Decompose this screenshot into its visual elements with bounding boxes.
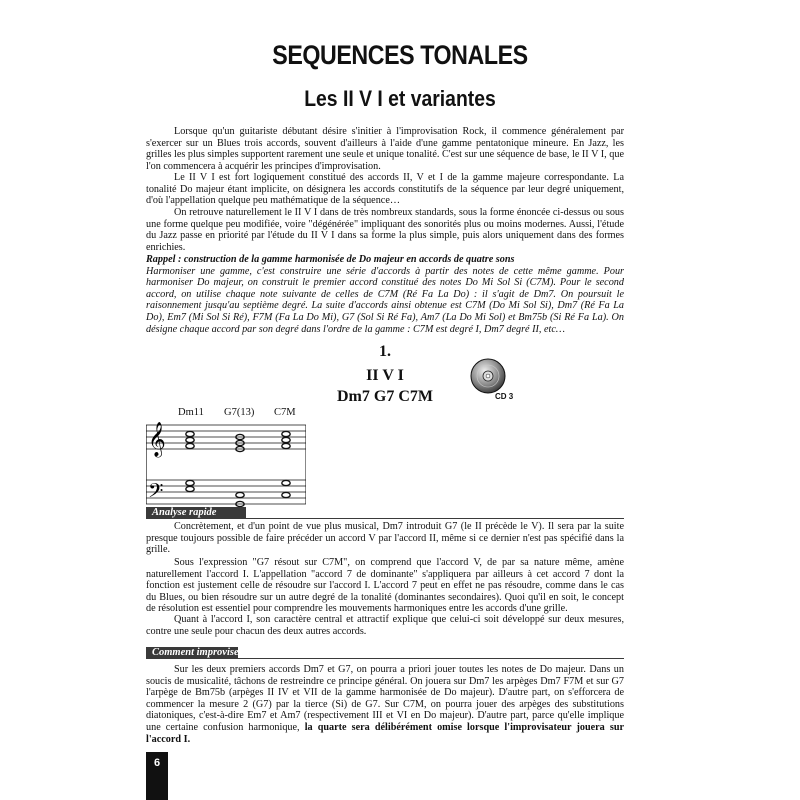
bass-clef-icon: 𝄢 [148, 479, 164, 507]
improviser-paragraph-1 [146, 664, 624, 745]
chord-label-2: G7(13) [224, 407, 255, 418]
analyse-paragraph-1: Concrètement, et d'un point de vue plus musical, Dm7 introduit G7 (le II précède le V). Il sera par la suite presque toujours possible de faire précéder un accord V par l'accord II, même si ce dernier n'est pas spécifié dans la grille. [146, 521, 624, 556]
treble-clef-icon: 𝄞 [148, 422, 166, 457]
analyse-paragraph-2: Sous l'expression "G7 résout sur C7M", on comprend que l'accord V, de par sa nature même, amène naturellement l'accord I. L'appellation "accord 7 de dominante" s'appliquera par ailleurs à cet accord 7 dont la fonction est justement celle de résoudre sur l'accord I. L'accord 7 peut en effet ne pas résoudre, comme dans le cas du Blues, ou bien résoudre sur un autre degré de la tonalité (dominantes secondaires). Quoi qu'il en soit, le concept de résolution est essentiel pour comprendre les mouvements harmoniques entre les accords d'une grille. [146, 557, 624, 615]
section-number: 1. [379, 343, 391, 360]
page-title: SEQUENCES TONALES [272, 40, 528, 70]
improviser-emphasis: la quarte sera délibérément omise lorsque l'improvisateur jouera sur l'accord I. [146, 721, 625, 745]
treble-chords [186, 431, 290, 451]
analyse-header-label: Analyse rapide [152, 507, 217, 518]
intro-paragraph-3: On retrouve naturellement le II V I dans de très nombreux standards, sous la forme énoncée ci-dessus ou sous une forme quelque peu modifiée, voire "dégénérée" impliquant des sonorités plus ou moins modernes. Aussi, l'étude du Jazz passe en priorité par l'étude du II V I dans sa forme la plus simple, puis alors uniquement dans des formes enrichies. [146, 207, 624, 253]
sequence-name: II V I [366, 367, 404, 384]
improviser-header-label: Comment improviser [152, 647, 243, 658]
chord-label-3: C7M [274, 407, 296, 418]
cd-track-label: CD 3 [495, 392, 514, 401]
intro-paragraph-2: Le II V I est fort logiquement constitué des accords II, V et I de la gamme majeure correspondante. La tonalité Do majeur étant implicite, on désignera les accords constitutifs de la séquence par leur degré uniquement, d'où l'appellation quelque peu mathématique de la séquence… [146, 172, 624, 207]
intro-paragraph-1: Lorsque qu'un guitariste débutant désire s'initier à l'improvisation Rock, il commence généralement par s'exercer sur un Blues trois accords, souvent d'ailleurs à l'aide d'une gamme pentatonique mineure. En Jazz, les grilles les plus simples supportent rarement une seule et unique tonalité. C'est sur une séquence de base, le II V I, que l'on commencera à acquérir les principes d'improvisation. [146, 126, 624, 172]
rappel-body: Harmoniser une gamme, c'est construire une série d'accords à partir des notes de cette même gamme. Pour harmoniser Do majeur, on construit le premier accord constitué des notes Do Mi Sol Si (C7M). Pour le second accord, on utilise chaque note suivante de celles de C7M (Ré Fa La Do) : il s'agit de Dm7. On poursuit le raisonnement jusqu'au septième degré. La suite d'accords ainsi obtenue est C7M (Do Mi Sol Si), Dm7 (Ré Fa La Do), Em7 (Mi Sol Si Ré), F7M (Fa La Do Mi), G7 (Sol Si Ré Fa), Am7 (La Do Mi Sol) et Bm75b (Si Ré Fa La). On désigne chaque accord par son degré dans l'ordre de la gamme : C7M est degré I, Dm7 degré II, etc… [146, 265, 624, 335]
page-number: 6 [146, 752, 168, 800]
chord-label-1: Dm11 [178, 407, 204, 418]
analyse-paragraph-3: Quant à l'accord I, son caractère central et attractif explique que celui-ci soit développé sur deux mesures, contre une seule pour chacun des deux autres accords. [146, 614, 624, 637]
rappel-title: Rappel : construction de la gamme harmonisée de Do majeur en accords de quatre sons [146, 254, 515, 265]
sequence-chords: Dm7 G7 C7M [337, 388, 433, 405]
analyse-header [146, 507, 624, 519]
improviser-text: Sur les deux premiers accords Dm7 et G7, on pourra a priori jouer toutes les notes de Do majeur. Dans un soucis de musicalité, tâchons de restreindre ce principe général. On jouera sur Dm7 les arpèges Dm7 F7M et sur G7 l'arpège de Bm75b (arpèges II IV et VII de la gamme harmonisée de Do majeur). D'autre part, on s'efforcera de commencer la mesure 2 (G7) par la tierce (Si) de G7. Sur C7M, on pourra jouer des arpèges des substitutions diatoniques, c'est-à-dire Em7 et Am7 (respectivement III et VI en Do majeur). D'autre part, parce qu'elle implique une certaine confusion harmonique, [146, 664, 624, 733]
page-subtitle: Les II V I et variantes [304, 86, 496, 111]
improviser-header [146, 647, 624, 659]
rappel-block [146, 254, 624, 335]
cd-icon [470, 358, 506, 394]
bass-chords [186, 480, 290, 506]
